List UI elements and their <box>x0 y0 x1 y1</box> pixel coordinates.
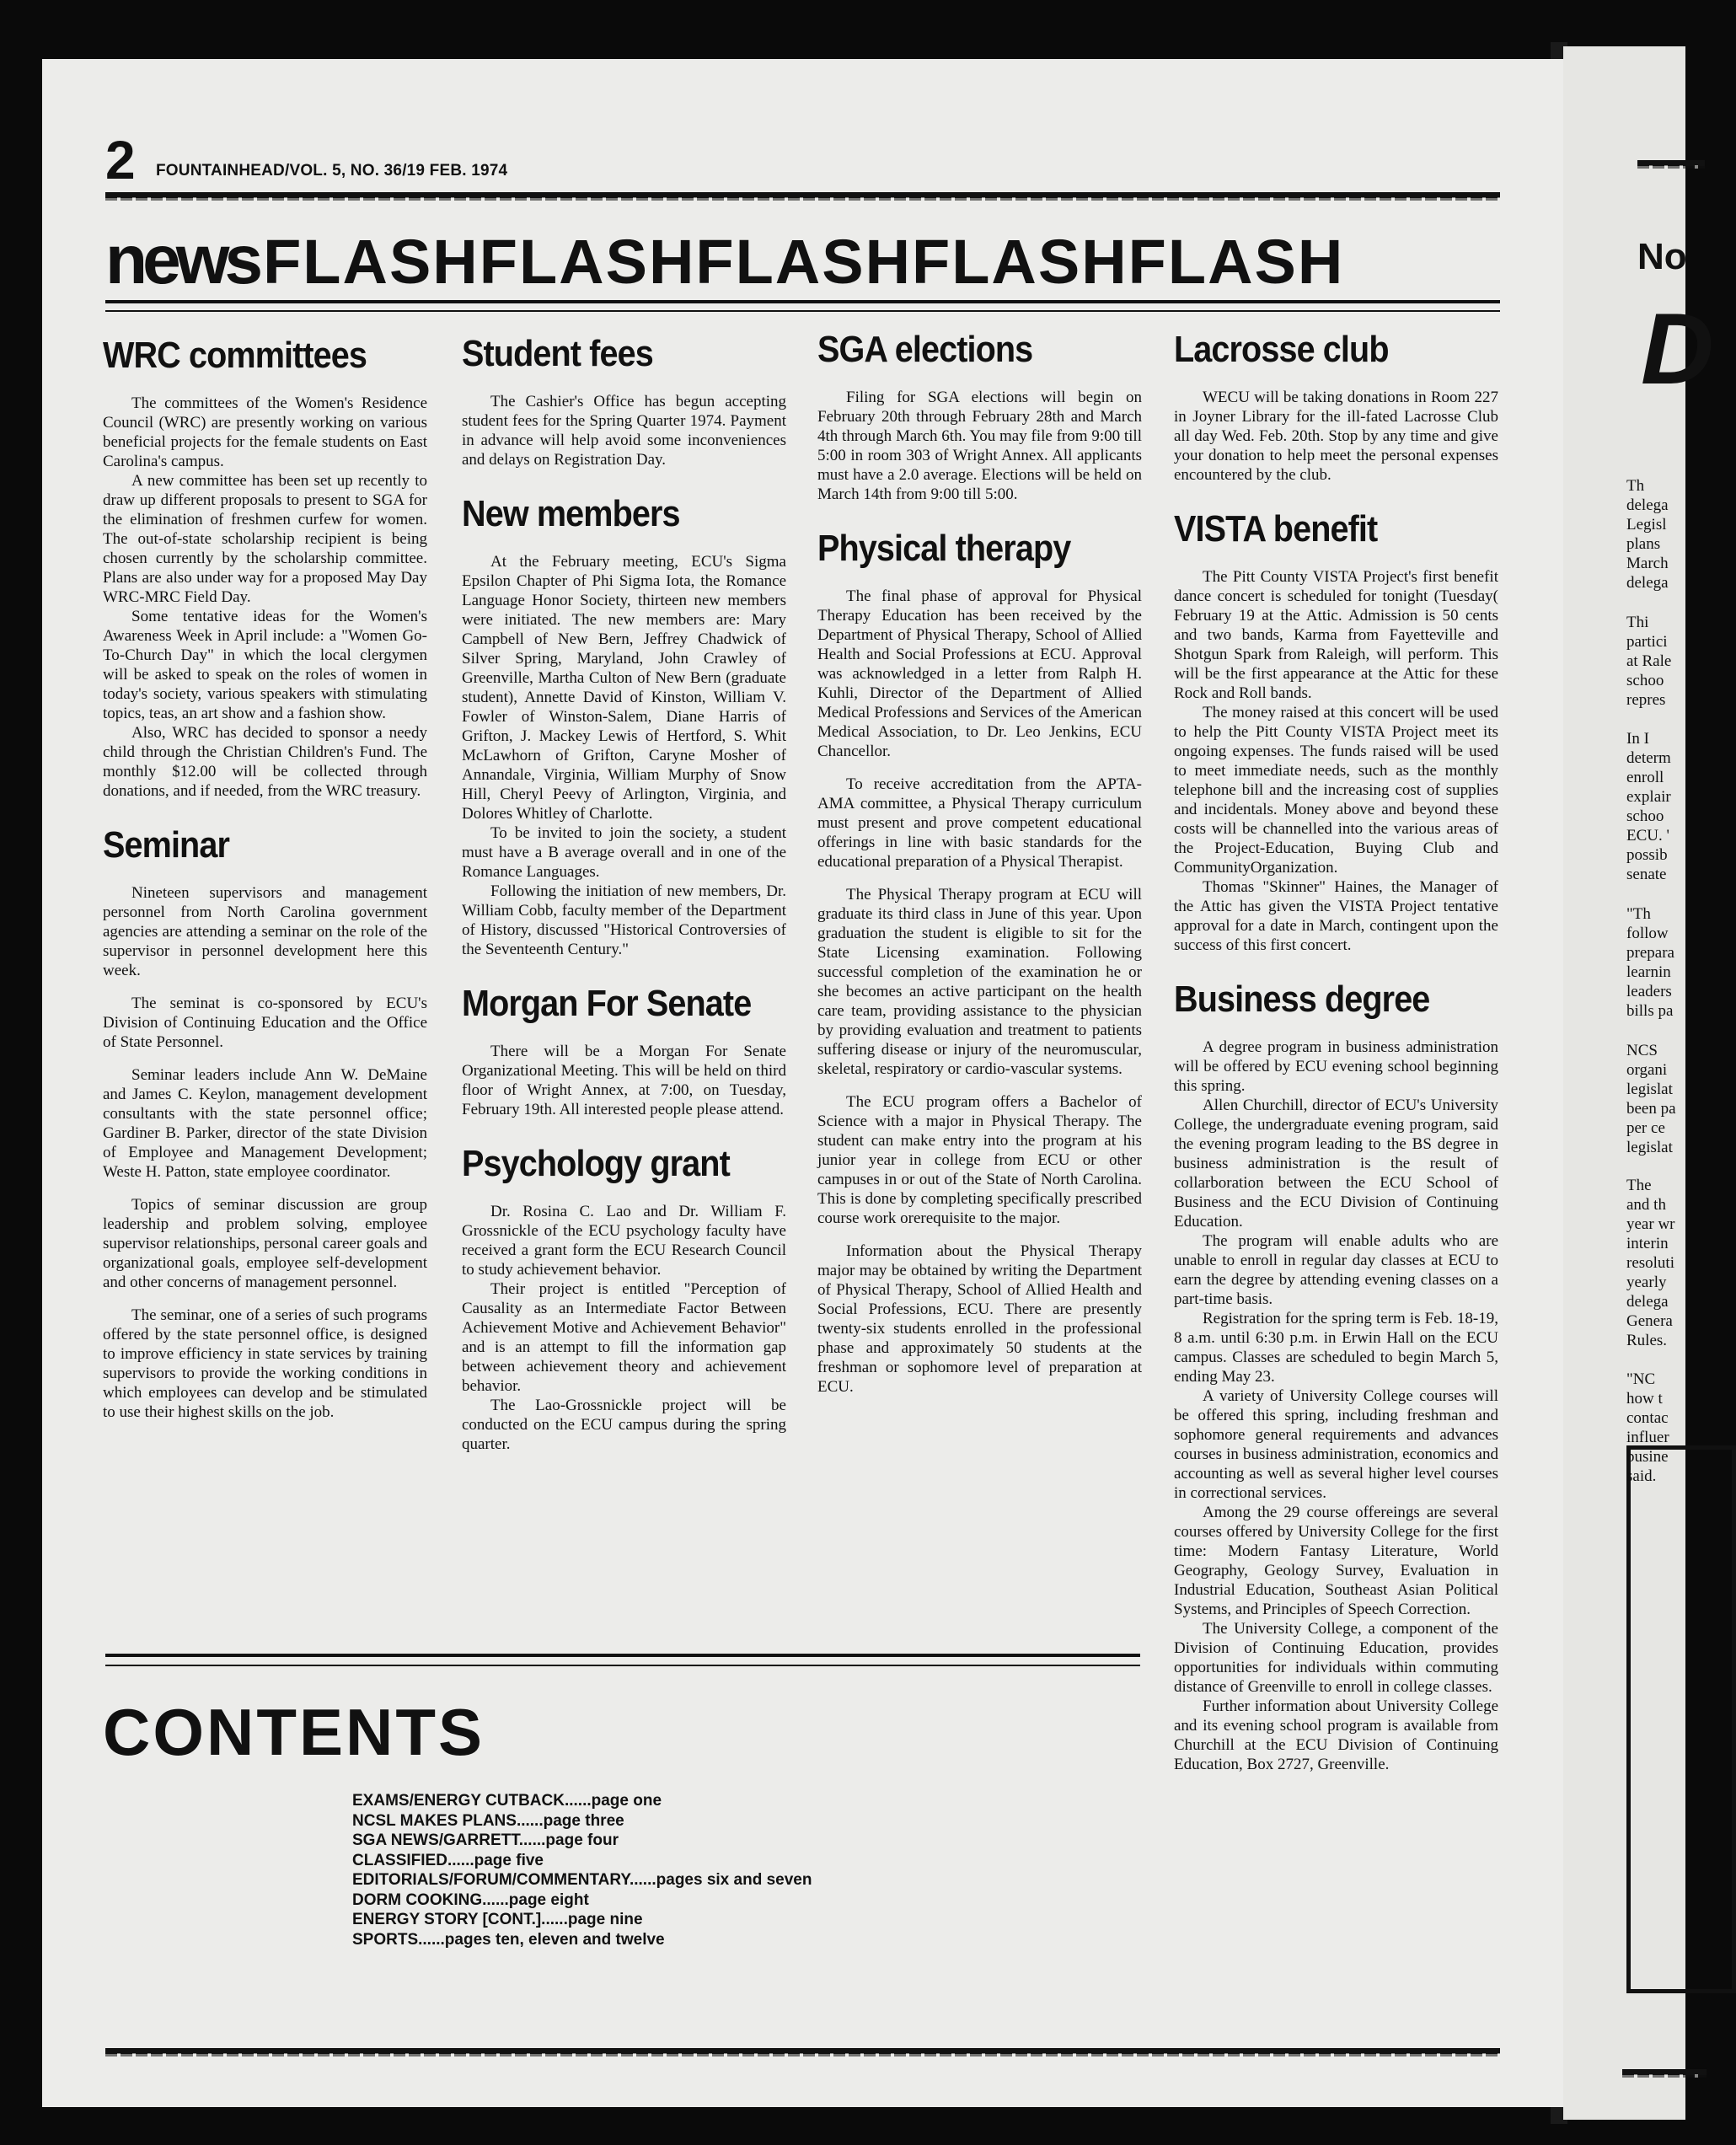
strip-text-fragment: "Th <box>1626 905 1651 923</box>
strip-text-fragment: busine <box>1626 1448 1669 1466</box>
psych-paragraph: Their project is entitled "Perception of Causality as an Intermediate Factor Between Achievement Motive and Achievement Behavior" and is an attempt to fill the information gap between achievement theory and achievement behavior. <box>462 1280 786 1395</box>
strip-text-fragment: partici <box>1626 633 1668 651</box>
business-paragraph: A variety of University College courses will be offered this spring, including freshman and sophomore general requirements and advances courses in business administration, economics and accounting as well as several higher level courses in correctional services. <box>1174 1387 1498 1502</box>
strip-heading: No <box>1637 236 1687 277</box>
headline-members: New members <box>462 493 680 534</box>
vista-paragraph: Thomas "Skinner" Haines, the Manager of the Attic has given the VISTA Project tentative approval for a date in March, contingent upon the success of this first concert. <box>1174 878 1498 954</box>
sga-paragraph: Filing for SGA elections will begin on February 20th through February 28th and March 4th through March 6th. You may file from 9:00 till 5:00 in room 303 of Wright Annex. All applicants must have a 2.0 average. Elections will be held on March 14th from 9:00 till 5:00. <box>817 389 1142 503</box>
strip-text-fragment: Thi <box>1626 614 1649 631</box>
strip-text-fragment: delega <box>1626 496 1669 514</box>
headline-seminar: Seminar <box>103 824 229 866</box>
business-paragraph: Among the 29 course offereings are several courses offered by University College for the first time: Modern Fantasy Literature, World Geography, Geology Survey, Evaluation in Industrial Education, Southeast Asian Political Systems, and Principles of Speech Correction. <box>1174 1504 1498 1618</box>
contents-item: NCSL MAKES PLANS......page three <box>352 1811 624 1830</box>
contents-rule-top <box>105 1654 1140 1657</box>
business-paragraph: Registration for the spring term is Feb. 18-19, 8 a.m. until 6:30 p.m. in Erwin Hall on the ECU campus. Classes are scheduled to begin March 5, ending May 23. <box>1174 1310 1498 1386</box>
psych-paragraph: The Lao-Grossnickle project will be conducted on the ECU campus during the spring quarter. <box>462 1397 786 1453</box>
strip-text-fragment: repres <box>1626 691 1666 709</box>
strip-text-fragment: organi <box>1626 1061 1668 1079</box>
seminar-paragraph: Nineteen supervisors and management personnel from North Carolina government agencies are attending a seminar on the role of the supervisor in personnel development here this week. <box>103 884 427 979</box>
morgan-paragraph: There will be a Morgan For Senate Organizational Meeting. This will be held on third floor of Wright Annex, at 7:00, on Tuesday, February 19th. All interested people please attend. <box>462 1043 786 1118</box>
column-3 <box>817 327 1142 1397</box>
business-paragraph: Allen Churchill, director of ECU's University College, the undergraduate evening program, said the evening program leading to the BS degree in business administration is the result of collarboration between the ECU School of Business and the ECU Division of Continuing Education. <box>1174 1097 1498 1231</box>
strip-text-fragment: at Rale <box>1626 652 1672 670</box>
contents-rule-bottom <box>105 1665 1140 1666</box>
contents-item: EXAMS/ENERGY CUTBACK......page one <box>352 1792 662 1810</box>
headline-business: Business degree <box>1174 979 1430 1020</box>
members-paragraph: Following the initiation of new members, Dr. William Cobb, faculty member of the Department of History, discussed "Historical Controversies of the Seventeenth Century." <box>462 882 786 958</box>
headline-psych: Psychology grant <box>462 1143 730 1184</box>
physical-paragraph: To receive accreditation from the APTA-AMA committee, a Physical Therapy curriculum must present and prove competent educational offerings in line with basic standards for the educational preparation of a Physical Therapist. <box>817 775 1142 871</box>
strip-text-fragment: The <box>1626 1177 1652 1194</box>
strip-text-fragment: determ <box>1626 749 1671 767</box>
strip-text-fragment: schoo <box>1626 672 1664 689</box>
business-paragraph: The University College, a component of the Division of Continuing Education, provides opportunities for individuals within commuting distance of Greenville to enroll in college classes. <box>1174 1620 1498 1696</box>
wrc-paragraph: Also, WRC has decided to sponsor a needy child through the Christian Children's Fund. The monthly $12.00 will be collected through donations, and if needed, from the WRC treasury. <box>103 724 427 800</box>
strip-text-fragment: per ce <box>1626 1119 1665 1137</box>
masthead-rule-bottom <box>105 310 1500 312</box>
strip-footer-rule <box>1622 2069 1707 2075</box>
masthead <box>105 221 1344 300</box>
strip-text-fragment: schoo <box>1626 807 1664 825</box>
strip-box <box>1626 1445 1736 1993</box>
seminar-paragraph: The seminat is co-sponsored by ECU's Division of Continuing Education and the Office of State Personnel. <box>103 995 427 1051</box>
contents-item: SGA NEWS/GARRETT......page four <box>352 1831 619 1849</box>
strip-big-letter: D <box>1641 292 1714 405</box>
strip-text-fragment: NCS <box>1626 1042 1658 1059</box>
headline-vista: VISTA benefit <box>1174 508 1378 550</box>
strip-text-fragment: leaders <box>1626 983 1672 1000</box>
vista-paragraph: The Pitt County VISTA Project's first benefit dance concert is scheduled for tonight (Tuesday( February 19 at the Attic. Admission is 50 cents and two bands, Karma from Fayetteville and Shotgun Spark from Raleigh, will perform. This will be the first appearance at the Attic for these Rock and Roll bands. <box>1174 568 1498 702</box>
members-paragraph: To be invited to join the society, a student must have a B average overall and in one of the Romance Languages. <box>462 824 786 881</box>
strip-text-fragment: how t <box>1626 1390 1663 1408</box>
business-paragraph: A degree program in business administration will be offered by ECU evening school beginning this spring. <box>1174 1038 1498 1095</box>
contents-item: CLASSIFIED......page five <box>352 1851 544 1869</box>
physical-paragraph: Information about the Physical Therapy major may be obtained by writing the Department of Physical Therapy, School of Allied Health and Social Professions, ECU. There are presently twenty-six students enrolled in the professional phase and approximately 50 students at the freshman or sophomore level of preparation at ECU. <box>817 1242 1142 1396</box>
contents-item: ENERGY STORY [CONT.]......page nine <box>352 1911 643 1928</box>
lacrosse-paragraph: WECU will be taking donations in Room 227 in Joyner Library for the ill-fated Lacrosse Club all day Wed. Feb. 20th. Stop by any time and give your donation to help meet the personal expenses encountered by the club. <box>1174 389 1498 484</box>
strip-text-fragment: delega <box>1626 1293 1669 1311</box>
headline-lacrosse: Lacrosse club <box>1174 329 1389 370</box>
strip-text-fragment: Rules. <box>1626 1332 1668 1349</box>
strip-text-fragment: plans <box>1626 535 1661 553</box>
strip-text-fragment: follow <box>1626 925 1669 942</box>
physical-paragraph: The Physical Therapy program at ECU will graduate its third class in June of this year. Upon graduation the student is eligible to sit for the State Licensing examination. Following successful completion of the examination he or she becomes an active participant on the health care team, providing assistance to the physician by providing evaluation and treatment to patients suffering disease or injury of the neuromuscular, skeletal, respiratory or cardio-vascular systems. <box>817 886 1142 1078</box>
masthead-rule-top <box>105 300 1500 303</box>
strip-text-fragment: year wr <box>1626 1215 1675 1233</box>
column-2 <box>462 331 786 1454</box>
strip-text-fragment: Th <box>1626 477 1645 495</box>
headline-morgan: Morgan For Senate <box>462 983 752 1024</box>
strip-text-fragment: delega <box>1626 574 1669 592</box>
strip-text-fragment: interin <box>1626 1235 1669 1252</box>
strip-text-fragment: Legisl <box>1626 516 1667 534</box>
strip-text-fragment: ECU. ' <box>1626 827 1669 845</box>
strip-text-fragment: resoluti <box>1626 1254 1674 1272</box>
business-paragraph: Further information about University College and its evening school program is available from Churchill at the ECU Division of Continuing Education, Box 2727, Greenville. <box>1174 1697 1498 1773</box>
strip-text-fragment: explair <box>1626 788 1671 806</box>
headline-sga: SGA elections <box>817 329 1033 370</box>
psych-paragraph: Dr. Rosina C. Lao and Dr. William F. Grossnickle of the ECU psychology faculty have received a grant form the ECU Research Council to study achievement behavior. <box>462 1203 786 1279</box>
business-paragraph: The program will enable adults who are unable to enroll in regular day classes at ECU to earn the degree by attending evening classes on a part-time basis. <box>1174 1232 1498 1308</box>
masthead-flash: FLASHFLASHFLASHFLASHFLASH <box>263 227 1345 297</box>
strip-text-fragment: contac <box>1626 1409 1669 1427</box>
strip-text-fragment: senate <box>1626 866 1667 883</box>
seminar-paragraph: Topics of seminar discussion are group leadership and problem solving, employee supervisor relationships, personal career goals and organizational goals, employee self-development and other concerns of management personnel. <box>103 1196 427 1291</box>
physical-paragraph: The final phase of approval for Physical Therapy Education has been received by the Department of Physical Therapy, School of Allied Health and Social Professions at ECU. Approval was acknowledged in a letter from Ralph H. Kuhli, Director of the Department of Allied Medical Professions and Services of the American Medical Association, to Dr. Leo Jenkins, ECU Chancellor. <box>817 587 1142 760</box>
strip-text-fragment: influer <box>1626 1429 1669 1446</box>
strip-text-fragment: legislat <box>1626 1139 1673 1156</box>
wrc-paragraph: A new committee has been set up recently to draw up different proposals to present to SGA for the elimination of freshmen curfew for women. The out-of-state scholarship recipient is being chosen currently by the scholarship committee. Plans are also under way for a proposed May Day WRC-MRC Field Day. <box>103 472 427 606</box>
strip-text-fragment: learnin <box>1626 963 1671 981</box>
headline-fees: Student fees <box>462 333 653 374</box>
adjacent-page-strip <box>1563 46 1714 2120</box>
footer-wavy-rule <box>105 2048 1500 2054</box>
strip-text-fragment: enroll <box>1626 769 1664 786</box>
column-1 <box>103 333 427 1422</box>
strip-text-fragment: said. <box>1626 1467 1657 1485</box>
page-number: 2 <box>105 130 136 190</box>
strip-text-fragment: been pa <box>1626 1100 1676 1118</box>
wrc-paragraph: Some tentative ideas for the Women's Awareness Week in April include: a "Women Go-To-Church Day" in which the local clergymen will be asked to speak on the roles of women in today's society, various speakers with stimulating topics, teas, an art show and a fashion show. <box>103 608 427 722</box>
headline-physical: Physical therapy <box>817 528 1071 569</box>
seminar-paragraph: The seminar, one of a series of such programs offered by the state personnel office, is designed to improve efficiency in state services by training supervisors to provide the working conditions in which employees can develop and be stimulated to use their highest skills on the job. <box>103 1306 427 1421</box>
headline-wrc: WRC committees <box>103 335 367 376</box>
folio-line: FOUNTAINHEAD/VOL. 5, NO. 36/19 FEB. 1974 <box>156 162 508 180</box>
column-4 <box>1174 327 1498 1774</box>
members-paragraph: At the February meeting, ECU's Sigma Epsilon Chapter of Phi Sigma Iota, the Romance Language Honor Society, thirteen new members were initiated. The new members are: Mary Campbell of New Bern, Jeffrey Chadwick of Silver Spring, Maryland, John Crawley of Greenville, Martha Culton of New Bern (graduate student), Annette David of Kinston, William V. Fowler of Winston-Salem, Diane Harris of Grifton, J. Mackey Lewis of Hertford, S. Whit McLawhorn of Grifton, Caryne Mosher of Annandale, Virginia, William Murphy of Snow Hill, Cheryl Peevy of Arlington, Virginia, and Dolores Whitley of Charlotte. <box>462 553 786 823</box>
contents-item: EDITORIALS/FORUM/COMMENTARY......pages six and seven <box>352 1871 812 1889</box>
header-wavy-rule <box>105 192 1500 198</box>
strip-text-fragment: prepara <box>1626 944 1674 962</box>
fees-paragraph: The Cashier's Office has begun accepting student fees for the Spring Quarter 1974. Payment in advance will help avoid some inconveniences and delays on Registration Day. <box>462 393 786 469</box>
strip-text-fragment: and th <box>1626 1196 1666 1214</box>
strip-text-fragment: "NC <box>1626 1370 1656 1388</box>
vista-paragraph: The money raised at this concert will be used to help the Pitt County VISTA Project meet its ongoing expenses. The funds raised will be used to meet immediate needs, such as the monthly telephone bill and the increasing cost of supplies and incidentals. Money above and beyond these costs will be channelled into the various areas of the Project-Education, Buying Club and CommunityOrganization. <box>1174 704 1498 877</box>
strip-text-fragment: legislat <box>1626 1081 1673 1098</box>
wrc-paragraph: The committees of the Women's Residence Council (WRC) are presently working on various beneficial projects for the female students on East Carolina's campus. <box>103 394 427 470</box>
strip-text-fragment: In I <box>1626 730 1649 748</box>
seminar-paragraph: Seminar leaders include Ann W. DeMaine and James C. Keylon, management development consultants with the state personnel office; Gardiner B. Parker, director of the state Division of Employee and Management Development; Weste H. Patton, state employee coordinator. <box>103 1066 427 1181</box>
contents-item: SPORTS......pages ten, eleven and twelve <box>352 1930 665 1949</box>
strip-text-fragment: possib <box>1626 846 1668 864</box>
contents-item: DORM COOKING......page eight <box>352 1890 589 1909</box>
strip-wavy-rule <box>1637 160 1705 166</box>
physical-paragraph: The ECU program offers a Bachelor of Science with a major in Physical Therapy. The student can make entry into the program at his junior year in college from ECU or other campuses in or out of the State of North Carolina. This is done by completing specifically prescribed course work orerequisite to the major. <box>817 1093 1142 1227</box>
strip-text-fragment: March <box>1626 555 1669 572</box>
strip-text-fragment: Genera <box>1626 1312 1673 1330</box>
strip-text-fragment: yearly <box>1626 1274 1667 1291</box>
strip-text-fragment: bills pa <box>1626 1002 1674 1020</box>
contents-list <box>352 1791 812 1949</box>
contents-title: CONTENTS <box>103 1695 485 1769</box>
masthead-news: news <box>105 222 259 298</box>
